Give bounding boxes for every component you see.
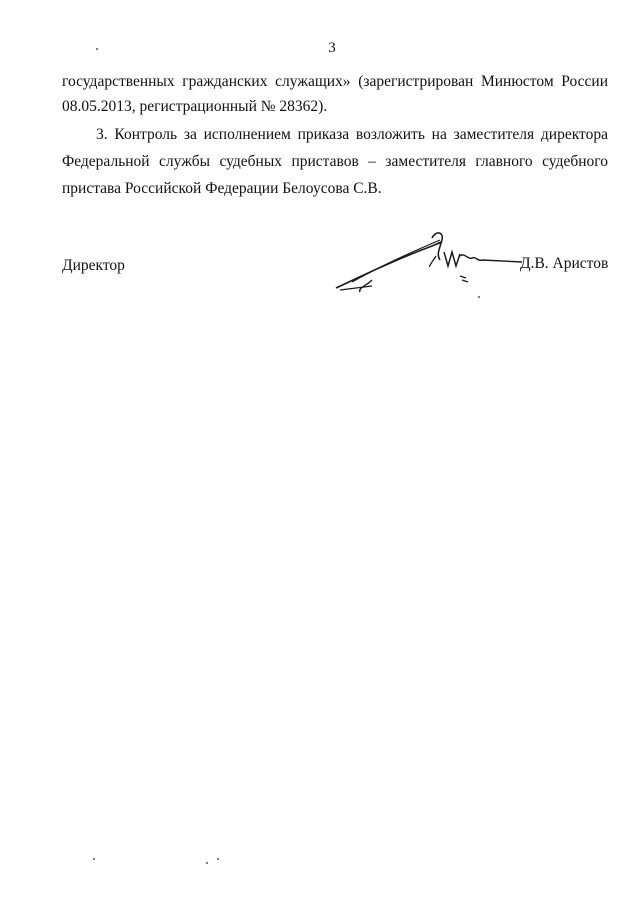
- scan-speck: [206, 862, 208, 864]
- paragraph-line: 3. Контроль за исполнением приказа возложить на заместителя директора: [96, 126, 608, 143]
- paragraph-line: государственных гражданских служащих» (зарегистрирован Минюстом России: [62, 73, 608, 90]
- paragraph-line: Федеральной службы судебных приставов – заместителя главного судебного: [62, 153, 608, 170]
- handwritten-signature: [332, 226, 532, 306]
- paragraph-line: 08.05.2013, регистрационный № 28362).: [62, 98, 328, 115]
- signatory-name: Д.В. Аристов: [520, 255, 609, 272]
- paragraph-line: пристава Российской Федерации Белоусова С.В.: [62, 180, 382, 197]
- scan-speck: [217, 858, 219, 860]
- scan-speck: [478, 296, 480, 298]
- signatory-title: Директор: [62, 257, 125, 274]
- page-number: 3: [328, 40, 336, 56]
- scan-speck: [96, 48, 98, 50]
- scan-speck: [93, 858, 95, 860]
